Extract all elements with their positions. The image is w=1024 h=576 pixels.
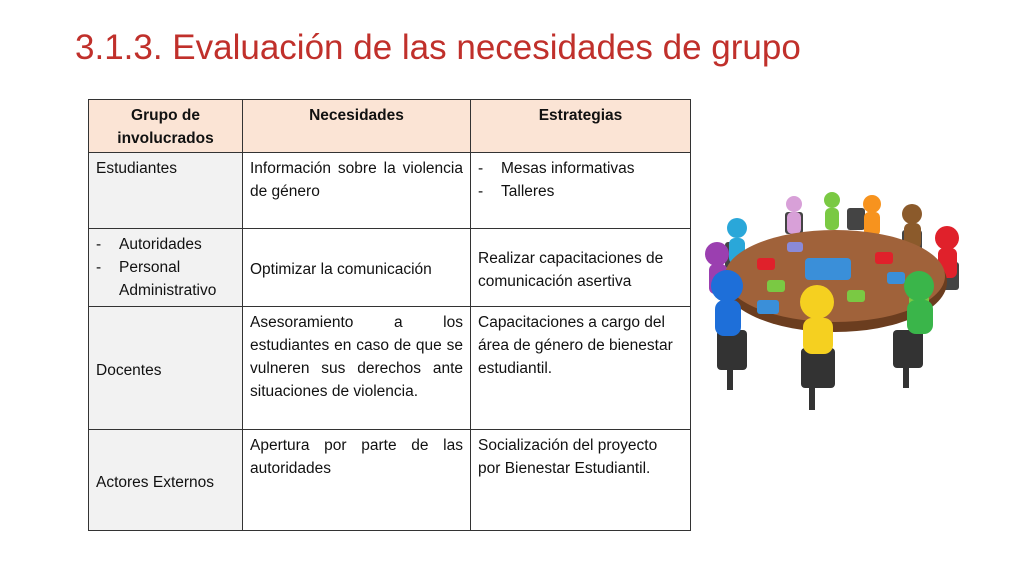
- strategy-item: - Talleres: [478, 180, 683, 203]
- group-item: - Autoridades: [96, 233, 235, 256]
- group-item: - Personal Administrativo: [96, 256, 235, 302]
- cell-needs: Asesoramiento a los estudiantes en caso de que se vulneren sus derechos ante situaciones de violencia.: [243, 307, 471, 430]
- team-meeting-puzzle-illustration: [697, 190, 973, 420]
- cell-needs: Información sobre la violencia de género: [243, 153, 471, 229]
- header-necesidades: Necesidades: [243, 100, 471, 153]
- table-row: [89, 229, 691, 307]
- cell-needs: Optimizar la comunicación: [243, 229, 471, 307]
- cell-group: [89, 229, 243, 307]
- table-header-row: [89, 100, 691, 153]
- cell-strategies: Capacitaciones a cargo del área de género de bienestar estudiantil.: [471, 307, 691, 430]
- cell-group: Actores Externos: [89, 430, 243, 531]
- header-grupo: Grupo de involucrados: [89, 100, 243, 153]
- table-row: [89, 307, 691, 430]
- cell-strategies: Realizar capacitaciones de comunicación asertiva: [471, 229, 691, 307]
- header-estrategias: Estrategias: [471, 100, 691, 153]
- strategy-item: - Mesas informativas: [478, 157, 683, 180]
- cell-group: Estudiantes: [89, 153, 243, 229]
- cell-strategies: Socialización del proyecto por Bienestar Estudiantil.: [471, 430, 691, 531]
- needs-table: [88, 99, 691, 531]
- slide-title: 3.1.3. Evaluación de las necesidades de grupo: [75, 28, 801, 67]
- cell-group: Docentes: [89, 307, 243, 430]
- cell-needs: Apertura por parte de las autoridades: [243, 430, 471, 531]
- table-row: [89, 153, 691, 229]
- cell-strategies: [471, 153, 691, 229]
- table-row: [89, 430, 691, 531]
